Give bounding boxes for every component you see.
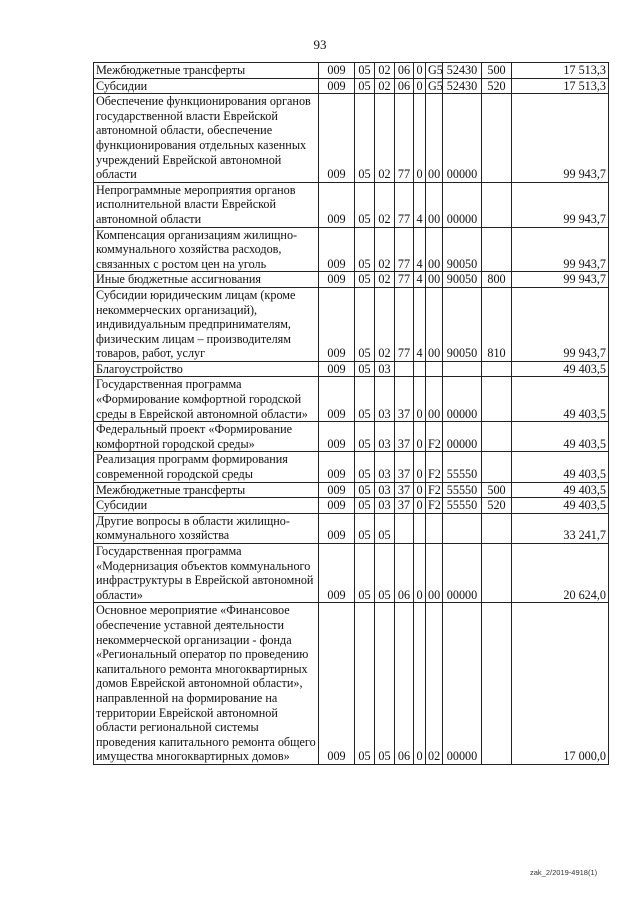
- row-expense-type-cell: [482, 377, 512, 422]
- row-direction-code-cell: [443, 513, 482, 543]
- table-row: [94, 544, 609, 603]
- row-program-code-cell: 06: [395, 78, 414, 94]
- row-ministry-code-cell: 009: [319, 287, 355, 361]
- row-program-code-cell: 37: [395, 482, 414, 498]
- row-direction-code-cell: 90050: [443, 287, 482, 361]
- row-section-code-cell: 05: [355, 544, 375, 603]
- row-direction-code-cell: 00000: [443, 544, 482, 603]
- row-amount-cell: 49 403,5: [512, 452, 609, 482]
- row-program-code-cell: 77: [395, 272, 414, 288]
- row-section-code-cell: 05: [355, 452, 375, 482]
- row-direction-code-cell: 90050: [443, 272, 482, 288]
- row-program-code-cell: 06: [395, 603, 414, 765]
- row-name-cell: Межбюджетные трансферты: [94, 63, 319, 79]
- row-program-code-cell: 77: [395, 287, 414, 361]
- row-expense-type-cell: 520: [482, 498, 512, 514]
- row-name-cell: Обеспечение функционирования органов государственной власти Еврейской автономной области, обеспечение функционирования отдельных казенных учреждений Еврейской автономной области: [94, 94, 319, 183]
- row-ministry-code-cell: 009: [319, 603, 355, 765]
- row-amount-cell: 17 000,0: [512, 603, 609, 765]
- table-row: [94, 422, 609, 452]
- row-subsection-code-cell: 02: [375, 63, 395, 79]
- row-subsection-code-cell: 02: [375, 78, 395, 94]
- row-direction-code-cell: 00000: [443, 182, 482, 227]
- row-program-code-cell: 77: [395, 182, 414, 227]
- row-expense-type-cell: [482, 94, 512, 183]
- row-expense-type-cell: 520: [482, 78, 512, 94]
- row-expense-type-cell: [482, 361, 512, 377]
- row-subprogram-code-cell: 0: [414, 482, 426, 498]
- row-event-code-cell: 00: [426, 377, 443, 422]
- row-section-code-cell: 05: [355, 377, 375, 422]
- row-event-code-cell: 00: [426, 272, 443, 288]
- row-event-code-cell: 00: [426, 94, 443, 183]
- row-subprogram-code-cell: 0: [414, 63, 426, 79]
- row-direction-code-cell: 55550: [443, 482, 482, 498]
- table-row: [94, 227, 609, 272]
- table-row: [94, 603, 609, 765]
- row-subsection-code-cell: 03: [375, 482, 395, 498]
- row-name-cell: Компенсация организациям жилищно-коммунального хозяйства расходов, связанных с ростом цен на уголь: [94, 227, 319, 272]
- row-subprogram-code-cell: 4: [414, 182, 426, 227]
- row-subsection-code-cell: 05: [375, 513, 395, 543]
- row-direction-code-cell: 55550: [443, 498, 482, 514]
- row-expense-type-cell: [482, 513, 512, 543]
- row-subprogram-code-cell: 0: [414, 603, 426, 765]
- row-program-code-cell: [395, 361, 414, 377]
- row-direction-code-cell: 55550: [443, 452, 482, 482]
- row-expense-type-cell: [482, 422, 512, 452]
- row-direction-code-cell: 00000: [443, 377, 482, 422]
- row-event-code-cell: 00: [426, 287, 443, 361]
- row-amount-cell: 17 513,3: [512, 78, 609, 94]
- row-subsection-code-cell: 02: [375, 227, 395, 272]
- row-ministry-code-cell: 009: [319, 94, 355, 183]
- row-section-code-cell: 05: [355, 94, 375, 183]
- table-row: [94, 498, 609, 514]
- row-subsection-code-cell: 02: [375, 287, 395, 361]
- row-name-cell: Субсидии юридическим лицам (кроме некоммерческих организаций), индивидуальным предпринимателям, физическим лицам – производителям товаров, работ, услуг: [94, 287, 319, 361]
- row-section-code-cell: 05: [355, 603, 375, 765]
- row-direction-code-cell: 00000: [443, 603, 482, 765]
- row-subprogram-code-cell: [414, 361, 426, 377]
- row-event-code-cell: G5: [426, 78, 443, 94]
- row-expense-type-cell: [482, 182, 512, 227]
- row-program-code-cell: 37: [395, 422, 414, 452]
- page-number: 93: [313, 37, 327, 52]
- row-name-cell: Государственная программа «Модернизация объектов коммунального инфраструктуры в Еврейской автономной области»: [94, 544, 319, 603]
- row-expense-type-cell: 810: [482, 287, 512, 361]
- row-section-code-cell: 05: [355, 513, 375, 543]
- row-amount-cell: 49 403,5: [512, 361, 609, 377]
- row-program-code-cell: 37: [395, 452, 414, 482]
- row-ministry-code-cell: 009: [319, 377, 355, 422]
- row-name-cell: Другие вопросы в области жилищно-коммунального хозяйства: [94, 513, 319, 543]
- row-ministry-code-cell: 009: [319, 482, 355, 498]
- row-direction-code-cell: [443, 361, 482, 377]
- table-row: [94, 287, 609, 361]
- row-event-code-cell: [426, 361, 443, 377]
- row-event-code-cell: 00: [426, 544, 443, 603]
- budget-table: [93, 62, 609, 765]
- row-program-code-cell: [395, 513, 414, 543]
- row-ministry-code-cell: 009: [319, 544, 355, 603]
- row-subprogram-code-cell: [414, 513, 426, 543]
- row-amount-cell: 99 943,7: [512, 182, 609, 227]
- row-amount-cell: 20 624,0: [512, 544, 609, 603]
- row-direction-code-cell: 00000: [443, 422, 482, 452]
- row-ministry-code-cell: 009: [319, 63, 355, 79]
- row-subprogram-code-cell: 4: [414, 227, 426, 272]
- table-row: [94, 272, 609, 288]
- row-event-code-cell: [426, 513, 443, 543]
- table-row: [94, 513, 609, 543]
- table-row: [94, 377, 609, 422]
- row-subprogram-code-cell: 0: [414, 498, 426, 514]
- table-row: [94, 452, 609, 482]
- row-name-cell: Иные бюджетные ассигнования: [94, 272, 319, 288]
- row-program-code-cell: 77: [395, 227, 414, 272]
- row-program-code-cell: 37: [395, 498, 414, 514]
- row-ministry-code-cell: 009: [319, 498, 355, 514]
- row-section-code-cell: 05: [355, 63, 375, 79]
- row-ministry-code-cell: 009: [319, 78, 355, 94]
- row-expense-type-cell: 500: [482, 482, 512, 498]
- row-subsection-code-cell: 03: [375, 361, 395, 377]
- row-program-code-cell: 77: [395, 94, 414, 183]
- row-section-code-cell: 05: [355, 272, 375, 288]
- table-row: [94, 94, 609, 183]
- row-event-code-cell: F2: [426, 452, 443, 482]
- table-row: [94, 78, 609, 94]
- row-subprogram-code-cell: 0: [414, 422, 426, 452]
- row-expense-type-cell: [482, 544, 512, 603]
- row-amount-cell: 49 403,5: [512, 422, 609, 452]
- row-name-cell: Межбюджетные трансферты: [94, 482, 319, 498]
- row-amount-cell: 99 943,7: [512, 227, 609, 272]
- row-ministry-code-cell: 009: [319, 513, 355, 543]
- row-section-code-cell: 05: [355, 182, 375, 227]
- row-subprogram-code-cell: 4: [414, 287, 426, 361]
- row-ministry-code-cell: 009: [319, 272, 355, 288]
- row-section-code-cell: 05: [355, 422, 375, 452]
- row-subsection-code-cell: 03: [375, 498, 395, 514]
- table-row: [94, 182, 609, 227]
- document-footer-code: zak_2/2019-4918(1): [530, 868, 598, 877]
- row-section-code-cell: 05: [355, 78, 375, 94]
- row-subsection-code-cell: 03: [375, 377, 395, 422]
- row-event-code-cell: G5: [426, 63, 443, 79]
- row-amount-cell: 49 403,5: [512, 377, 609, 422]
- row-event-code-cell: 00: [426, 182, 443, 227]
- row-event-code-cell: 00: [426, 227, 443, 272]
- table-row: [94, 63, 609, 79]
- row-amount-cell: 49 403,5: [512, 498, 609, 514]
- row-ministry-code-cell: 009: [319, 422, 355, 452]
- row-amount-cell: 99 943,7: [512, 94, 609, 183]
- row-section-code-cell: 05: [355, 227, 375, 272]
- row-name-cell: Федеральный проект «Формирование комфортной городской среды»: [94, 422, 319, 452]
- row-ministry-code-cell: 009: [319, 361, 355, 377]
- row-subprogram-code-cell: 0: [414, 94, 426, 183]
- row-expense-type-cell: [482, 227, 512, 272]
- row-direction-code-cell: 52430: [443, 63, 482, 79]
- row-name-cell: Благоустройство: [94, 361, 319, 377]
- row-subprogram-code-cell: 0: [414, 78, 426, 94]
- row-subsection-code-cell: 03: [375, 422, 395, 452]
- row-subprogram-code-cell: 0: [414, 452, 426, 482]
- table-row: [94, 361, 609, 377]
- row-subprogram-code-cell: 0: [414, 377, 426, 422]
- row-name-cell: Государственная программа «Формирование комфортной городской среды в Еврейской автономной области»: [94, 377, 319, 422]
- row-program-code-cell: 06: [395, 63, 414, 79]
- row-section-code-cell: 05: [355, 361, 375, 377]
- row-amount-cell: 99 943,7: [512, 272, 609, 288]
- row-ministry-code-cell: 009: [319, 227, 355, 272]
- row-direction-code-cell: 00000: [443, 94, 482, 183]
- row-subsection-code-cell: 02: [375, 272, 395, 288]
- row-ministry-code-cell: 009: [319, 452, 355, 482]
- row-name-cell: Субсидии: [94, 498, 319, 514]
- row-name-cell: Основное мероприятие «Финансовое обеспечение уставной деятельности некоммерческой организации - фонда «Региональный оператор по проведению капитального ремонта многоквартирных домов Еврейской автономной области», направленной на формирование на территории Еврейской автономной области региональной системы проведения капитального ремонта общего имущества многоквартирных домов»: [94, 603, 319, 765]
- row-expense-type-cell: 800: [482, 272, 512, 288]
- row-program-code-cell: 06: [395, 544, 414, 603]
- row-amount-cell: 17 513,3: [512, 63, 609, 79]
- table-row: [94, 482, 609, 498]
- row-event-code-cell: 02: [426, 603, 443, 765]
- row-section-code-cell: 05: [355, 498, 375, 514]
- row-name-cell: Субсидии: [94, 78, 319, 94]
- row-expense-type-cell: [482, 603, 512, 765]
- row-expense-type-cell: 500: [482, 63, 512, 79]
- row-subprogram-code-cell: 0: [414, 544, 426, 603]
- row-section-code-cell: 05: [355, 482, 375, 498]
- row-name-cell: Непрограммные мероприятия органов исполнительной власти Еврейской автономной области: [94, 182, 319, 227]
- row-amount-cell: 49 403,5: [512, 482, 609, 498]
- row-direction-code-cell: 52430: [443, 78, 482, 94]
- row-amount-cell: 33 241,7: [512, 513, 609, 543]
- row-expense-type-cell: [482, 452, 512, 482]
- row-section-code-cell: 05: [355, 287, 375, 361]
- row-event-code-cell: F2: [426, 498, 443, 514]
- row-direction-code-cell: 90050: [443, 227, 482, 272]
- row-ministry-code-cell: 009: [319, 182, 355, 227]
- row-subprogram-code-cell: 4: [414, 272, 426, 288]
- row-event-code-cell: F2: [426, 422, 443, 452]
- row-subsection-code-cell: 02: [375, 182, 395, 227]
- row-subsection-code-cell: 05: [375, 603, 395, 765]
- row-subsection-code-cell: 03: [375, 452, 395, 482]
- row-event-code-cell: F2: [426, 482, 443, 498]
- row-name-cell: Реализация программ формирования современной городской среды: [94, 452, 319, 482]
- row-subsection-code-cell: 02: [375, 94, 395, 183]
- row-subsection-code-cell: 05: [375, 544, 395, 603]
- row-amount-cell: 99 943,7: [512, 287, 609, 361]
- row-program-code-cell: 37: [395, 377, 414, 422]
